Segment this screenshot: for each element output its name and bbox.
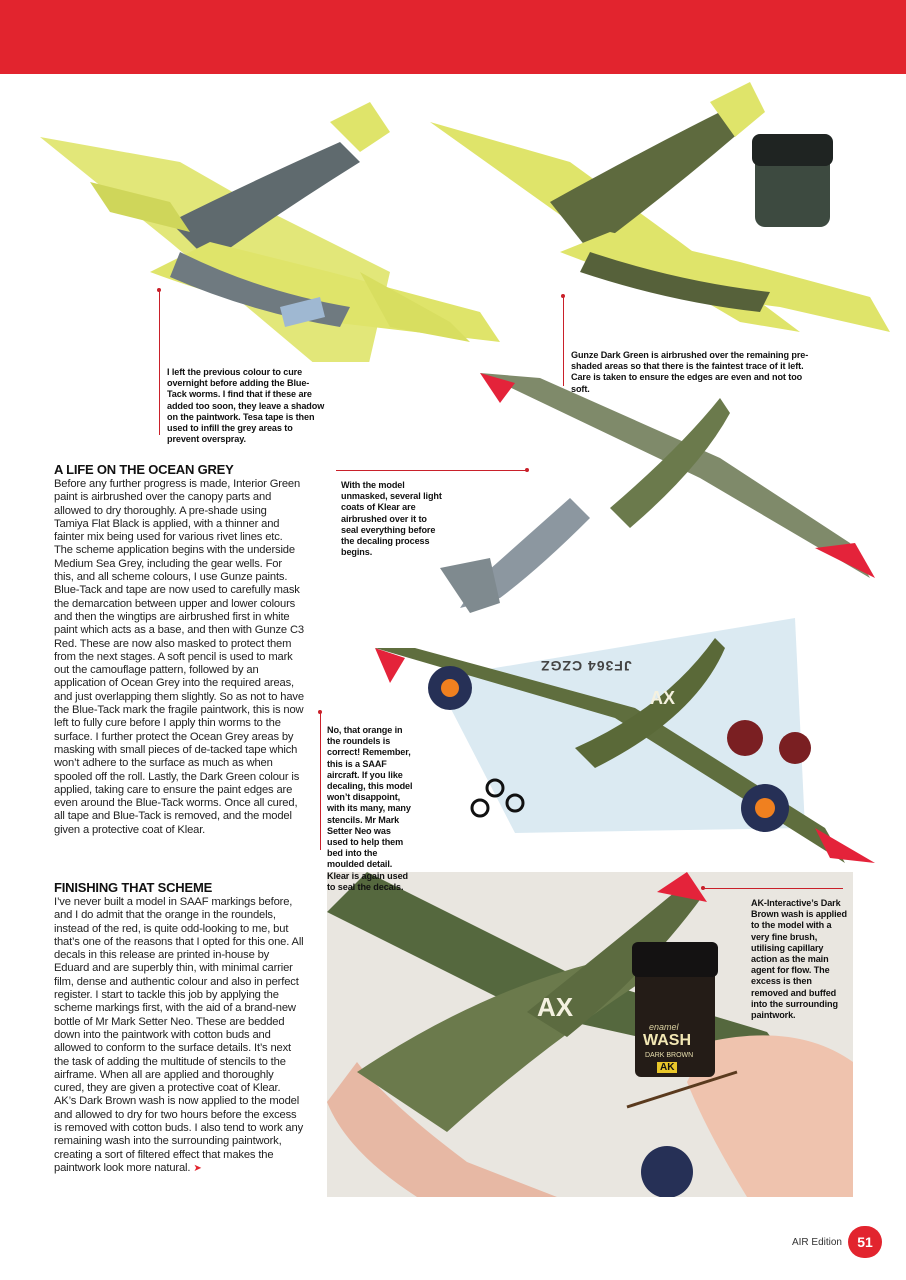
end-mark-icon: ➤	[193, 1162, 202, 1174]
section-body-finishing-text: I’ve never built a model in SAAF markings before, and I do admit that the orange in the roundels, instead of the red, is quite odd-looking to me, but that’s one of the reasons that I opted for this one. All decals in this release are printed in-house by Eduard and are superbly thin, with minimal carrier film, dense and authentic colour and also in perfect register. I start to tackle this job by applying the scheme markings first, with the aid of a brand-new bottle of Mr Mark Setter Neo. These are bedded down into the paintwork with cotton buds and allowed to conform to the surface details. It’s next the task of adding the multitude of stencils to the airframe. When all are applied and thoroughly cured, they are given a protective coat of Klear. AK’s Dark Brown wash is now applied to the model and allowed to dry for two hours before the excess is removed with cotton buds. I also tend to work any remaining wash into the surrounding paintwork, creating a sort of filtered effect that makes the paintwork look more natural.	[54, 896, 304, 1174]
section-body-ocean-grey: Before any further progress is made, Interior Green paint is airbrushed over the canopy parts and allowed to dry thoroughly. A pre-shade using Tamiya Flat Black is applied, with a thinner and fainter mix being used for various rivet lines etc. The scheme application begins with the underside Medium Sea Grey, including the gear wells. For this, and all scheme colours, I use Gunze paints. Blue-Tack and tape are now used to carefully mask the demarcation between upper and lower colours and then the wingtips are airbrushed first in white paint which acts as a base, and then with Gunze C3 Red. These are now also masked to protect them from the next stages. A soft pencil is used to mark out the camouflage pattern, followed by an application of Ocean Grey into the required areas, and just overlapping them slightly. So as not to have the Blue-Tack mark the fragile paintwork, this is now left to fully cure before I apply thin worms to the surface. I further protect the Ocean Grey areas by masking with small pieces of de-tacked tape which won’t adhere to the surface as much as when spooled off the roll. Lastly, the Dark Green colour is applied, taking care to ensure the paint edges are even around the Blue-Tack worms. Once all cured, all tape and Blue-Tack is removed, and the model given a protective coat of Klear.	[54, 478, 304, 836]
photo-decals	[375, 598, 890, 868]
decal-serial-text: JF364 CZGZ	[540, 658, 632, 674]
caption-pointer-wash	[703, 888, 843, 889]
spitfire-dark-green-image	[420, 82, 890, 362]
fuselage-code-text: AX	[537, 992, 574, 1022]
caption-roundels: No, that orange in the roundels is correct! Remember, this is a SAAF aircraft. If you like decaling, this model won’t disappoint, with its many, many stencils. Mr Mark Setter Neo was used to help them bed into the moulded detail. Klear is again used to seal the decals.	[327, 725, 413, 892]
caption-dark-green: Gunze Dark Green is airbrushed over the remaining pre-shaded areas so that there is the faintest trace of it left. Care is taken to ensure the edges are even and not too soft.	[571, 350, 809, 394]
caption-blue-tack: I left the previous colour to cure overnight before adding the Blue-Tack worms. I find that if these are added too soon, they leave a shadow on the paintwork. Tesa tape is then used to infill the grey areas to prevent overspray.	[167, 367, 325, 445]
caption-dot-blue-tack	[157, 288, 161, 292]
spitfire-decals-image	[375, 598, 890, 868]
section-heading-ocean-grey: A LIFE ON THE OCEAN GREY	[54, 462, 234, 477]
caption-klear: With the model unmasked, several light coats of Klear are airbrushed over it to seal everything before the decaling process begins.	[341, 480, 442, 558]
decal-code-text: AX	[650, 688, 676, 708]
jar-subtitle-text: DARK BROWN	[645, 1052, 694, 1059]
jar-title-text: WASH	[643, 1032, 691, 1049]
jar-brand-text: enamel	[649, 1022, 679, 1032]
section-body-finishing	[54, 896, 304, 1175]
photo-dark-green	[420, 82, 890, 362]
jar-logo-text: AK	[657, 1062, 677, 1073]
header-band	[0, 0, 906, 74]
caption-dot-wash	[701, 886, 705, 890]
caption-pointer-blue-tack	[159, 290, 160, 435]
caption-pointer-dark-green	[563, 296, 564, 386]
caption-pointer-roundels	[320, 712, 321, 850]
page-number-badge: 51	[848, 1226, 882, 1258]
caption-dot-dark-green	[561, 294, 565, 298]
caption-dot-klear	[525, 468, 529, 472]
caption-dot-roundels	[318, 710, 322, 714]
caption-pointer-klear	[336, 470, 526, 471]
edition-label: AIR Edition	[791, 1237, 842, 1248]
section-heading-finishing: FINISHING THAT SCHEME	[54, 880, 213, 895]
caption-wash: AK-Interactive’s Dark Brown wash is applied to the model with a very fine brush, utilising capillary action as the main agent for flow. The excess is then removed and buffed into the surrounding paintwork.	[751, 898, 847, 1021]
